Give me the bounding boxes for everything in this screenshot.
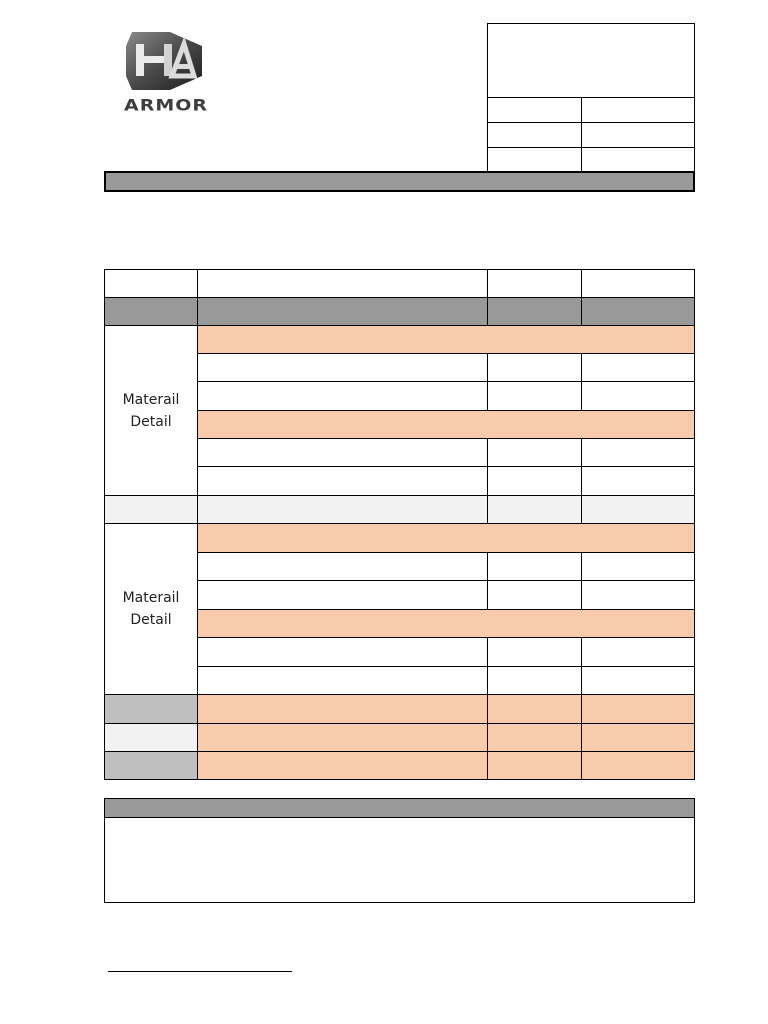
section-label-line2: Detail (130, 612, 172, 628)
ha-armor-logo-icon (108, 30, 224, 92)
header-info-box (487, 23, 695, 98)
table-cell (581, 552, 695, 581)
table-cell (197, 297, 488, 326)
table-cell (197, 381, 488, 411)
table-header-cell (104, 269, 198, 298)
header-cell (581, 147, 695, 172)
table-header-cell (197, 269, 488, 298)
section-label-line1: Materail (122, 391, 180, 408)
table-cell (104, 297, 198, 326)
table-cell (581, 637, 695, 667)
table-cell (581, 466, 695, 496)
total-label-cell (104, 751, 198, 780)
total-cell (197, 694, 488, 724)
total-label-cell (104, 694, 198, 724)
total-cell (487, 751, 582, 780)
table-cell (197, 353, 488, 382)
table-header-cell (487, 269, 582, 298)
header-cell (581, 122, 695, 148)
table-cell (581, 495, 695, 524)
table-cell (104, 495, 198, 524)
table-cell (197, 580, 488, 610)
table-cell (487, 637, 582, 667)
total-label-cell (104, 723, 198, 752)
table-cell (487, 297, 582, 326)
company-logo (108, 30, 224, 122)
table-cell (197, 438, 488, 467)
section-label (104, 325, 198, 496)
section-label (104, 523, 198, 695)
header-cell (487, 97, 582, 123)
signature-line (108, 971, 292, 972)
table-cell (487, 552, 582, 581)
header-cell (581, 97, 695, 123)
table-cell (581, 381, 695, 411)
table-cell (487, 381, 582, 411)
subheader-row (197, 325, 695, 354)
total-cell (197, 723, 488, 752)
subheader-row (197, 523, 695, 553)
table-cell (487, 495, 582, 524)
header-divider-bar (104, 171, 695, 192)
table-cell (197, 666, 488, 695)
table-cell (487, 438, 582, 467)
total-cell (581, 751, 695, 780)
remarks-header-bar (104, 798, 695, 818)
total-cell (487, 694, 582, 724)
table-cell (487, 580, 582, 610)
table-cell (197, 466, 488, 496)
subheader-row (197, 410, 695, 439)
table-cell (581, 297, 695, 326)
section-label-line2: Detail (130, 413, 172, 430)
table-cell (487, 353, 582, 382)
table-cell (197, 552, 488, 581)
table-cell (581, 353, 695, 382)
logo-wordmark: ARMOR (123, 96, 209, 115)
table-header-cell (581, 269, 695, 298)
table-cell (487, 666, 582, 695)
table-cell (581, 666, 695, 695)
table-cell (581, 438, 695, 467)
total-cell (197, 751, 488, 780)
table-cell (197, 495, 488, 524)
section-label-line1: Materail (122, 590, 180, 606)
remarks-box (104, 817, 695, 903)
table-cell (487, 466, 582, 496)
header-cell (487, 122, 582, 148)
table-cell (581, 580, 695, 610)
total-cell (581, 694, 695, 724)
header-cell (487, 147, 582, 172)
table-cell (197, 637, 488, 667)
total-cell (581, 723, 695, 752)
subheader-row (197, 609, 695, 638)
total-cell (487, 723, 582, 752)
